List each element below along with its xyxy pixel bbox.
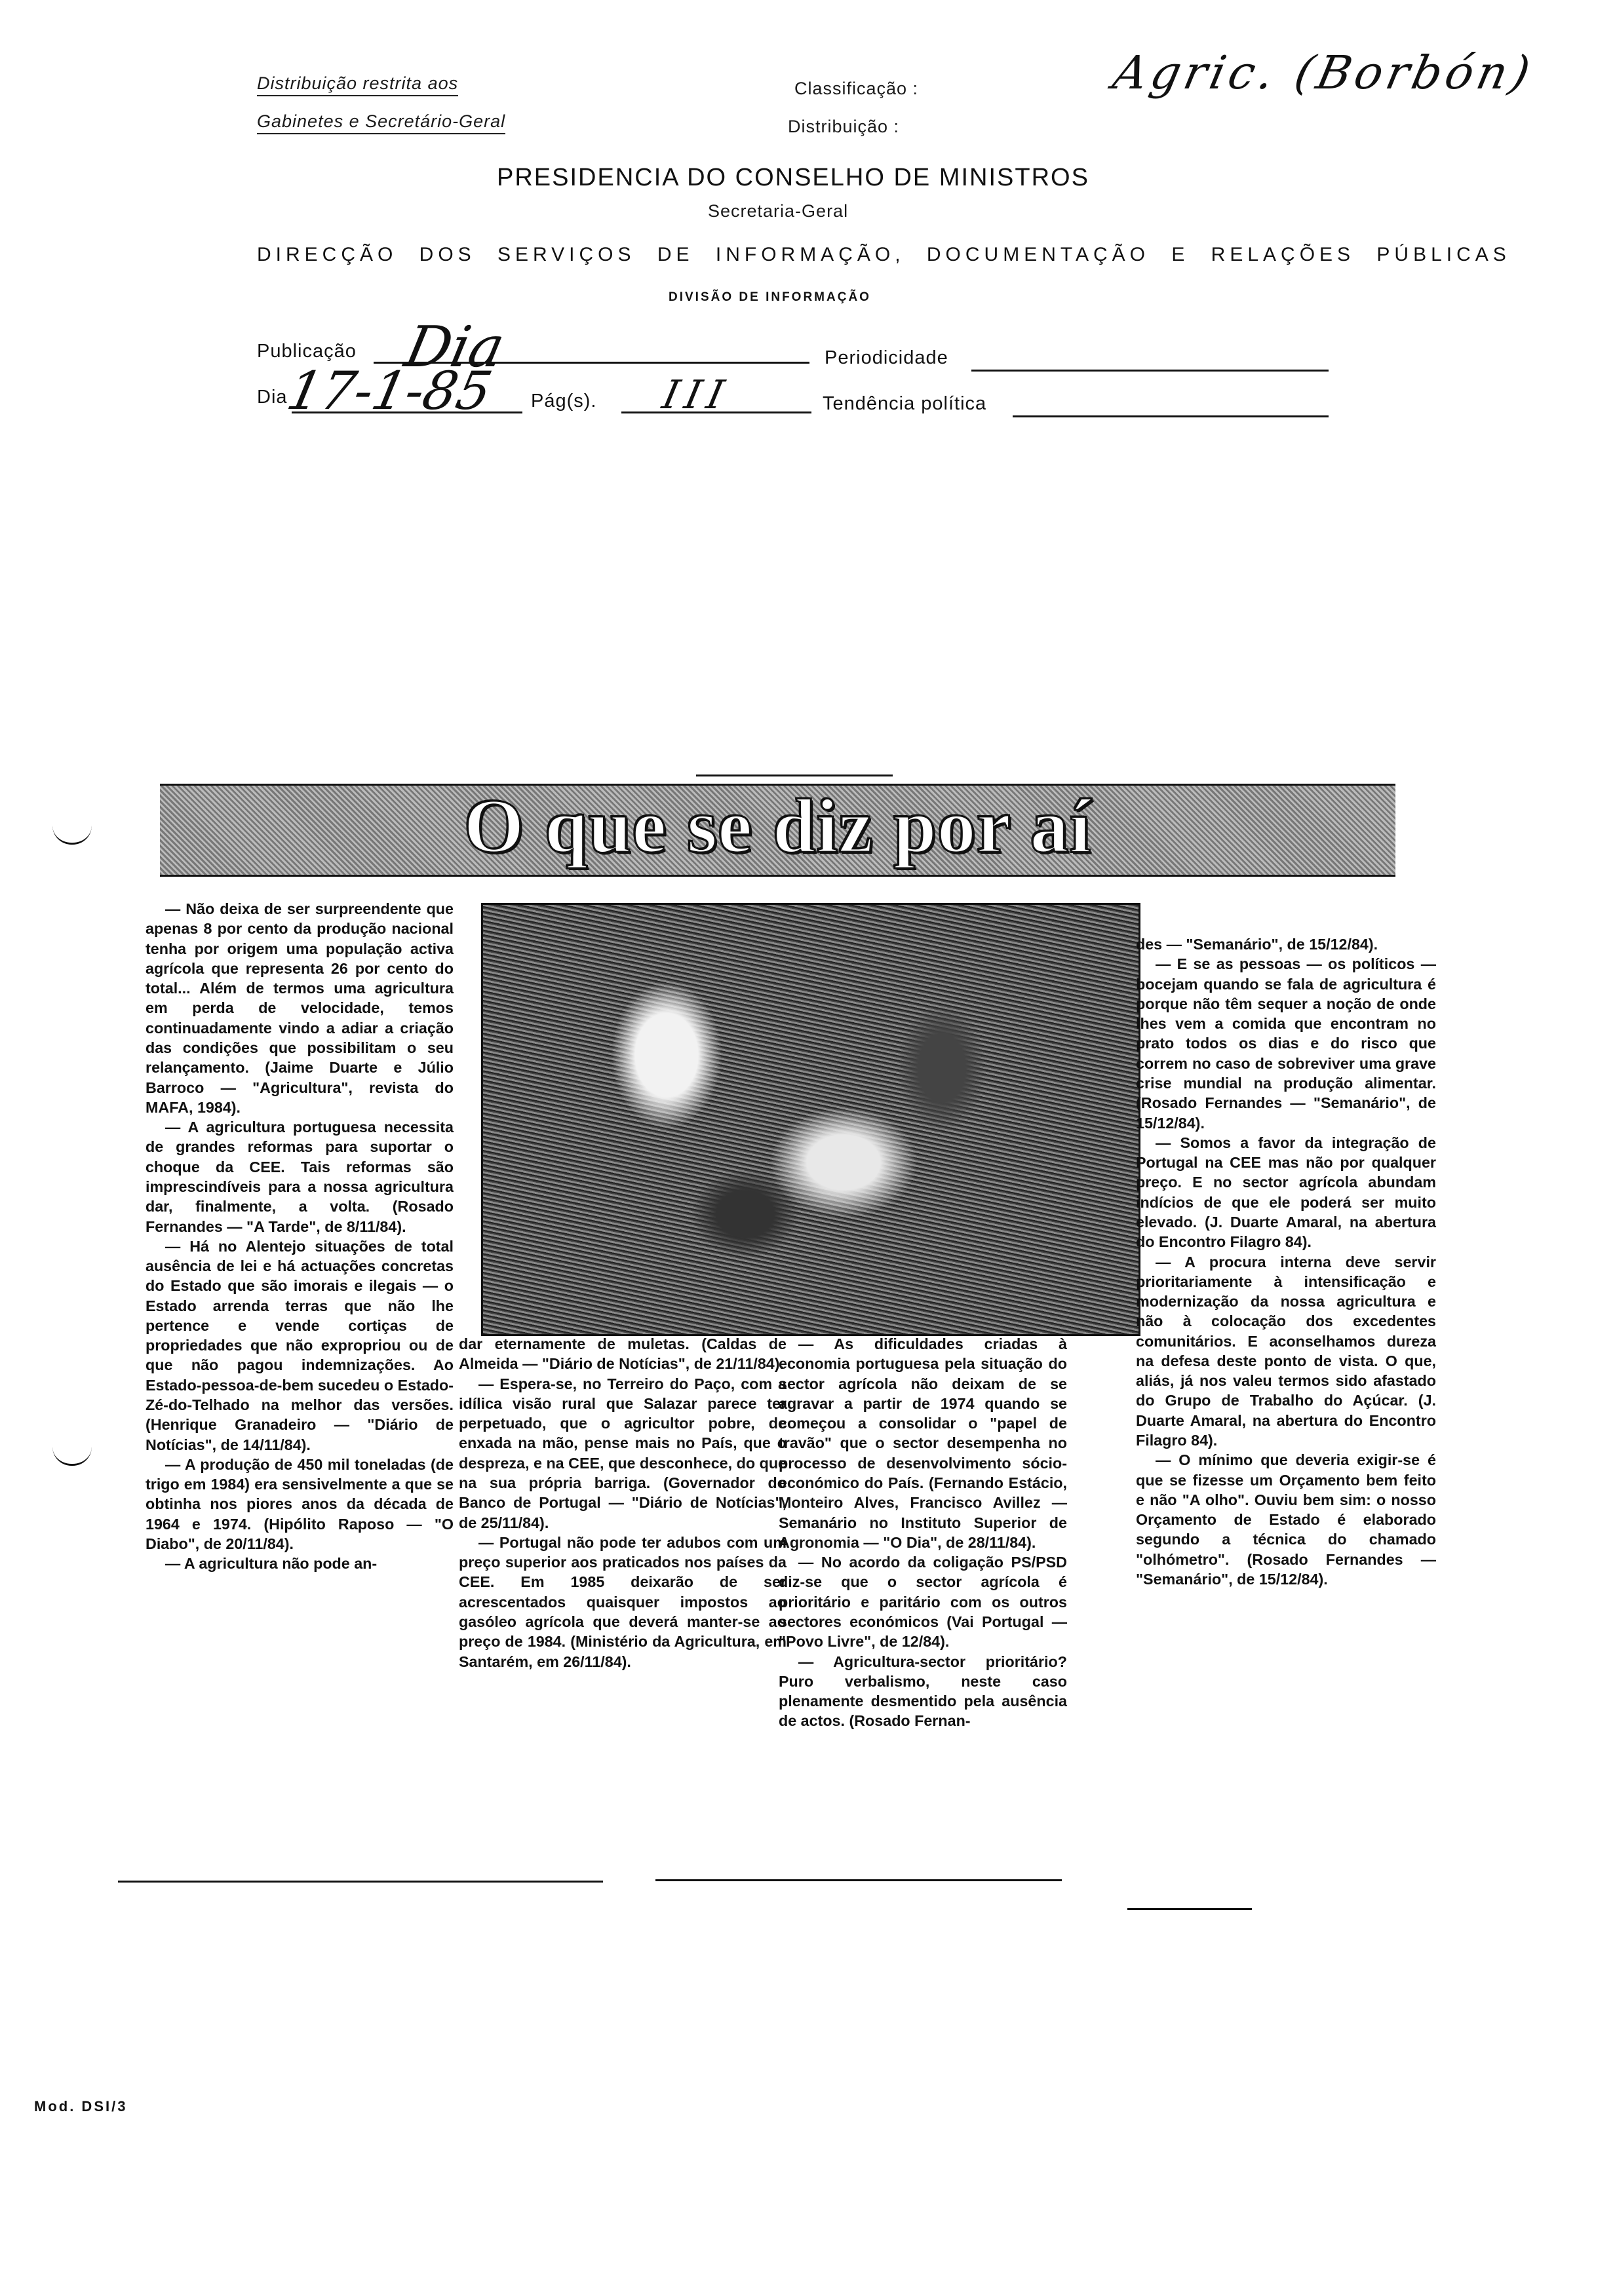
paragraph: — A procura interna deve servir prioritariamente à intensificação e modernização da nossa agricultura e não à colocação dos excedentes comunitários. E aconselhamos dureza na defesa deste ponto de vista. O que, aliás, já nos valeu termos sido afastado do Grupo de Trabalho do Açúcar. (J. Duarte Amaral, na abertura do Encontro Filagro 84). [1136,1253,1436,1449]
article-column-4 [1136,934,1436,1589]
clip-rule-bottom-left [118,1881,603,1883]
article-column-3 [779,1334,1067,1731]
tendency-label: Tendência política [823,393,987,414]
punch-mark-top [52,826,92,845]
pages-label: Pág(s). [531,391,597,411]
paragraph: — A agricultura não pode an- [165,1555,378,1573]
article-column-1 [146,899,454,1574]
paragraph: — As dificuldades criadas à economia portuguesa pela situação do sector agrícola não deixam de se agravar a partir de 1974 quando se começou a consolidar o "papel de travão" que o sector desempenha no processo de desenvolvimento sócio-económico do País. (Fernando Estácio, Monteiro Alves, Francisco Avillez — Semanário no Instituto Superior de Agronomia — "O Dia", de 28/11/84). [779,1335,1067,1551]
day-label: Dia [257,387,288,408]
paragraph: — Portugal não pode ter adubos com um preço superior aos praticados nos países da CEE. Em 1985 deixarão de ser acrescentados quaisquer impostos ao gasóleo agrícola que deverá manter-se ao preço de 1984. (Ministério da Agricultura, em Santarém, em 26/11/84). [459,1533,787,1670]
paragraph: — E se as pessoas — os políticos — bocejam quando se fala de agricultura é porque não têm sequer a noção de onde lhes vem a comida que encontram no prato todos os dias e do risco que correm no caso de sobreviver uma grave crise mundial na produção alimentar. (Rosado Fernandes — "Semanário", de 15/12/84). [1136,955,1436,1132]
clip-rule-bottom-middle [655,1879,1062,1881]
distribution-line-2: Gabinetes e Secretário-Geral [257,111,505,134]
periodicity-line [971,370,1329,372]
day-value: 17-1-85 [282,360,497,421]
paragraph: — A produção de 450 mil toneladas (de trigo em 1984) era sensivelmente a que se obtinha nos piores anos da década de 1964 e 1974. (Hipólito Raposo — "O Diabo", de 20/11/84). [146,1455,454,1552]
division: DIVISÃO DE INFORMAÇÃO [669,290,871,304]
paragraph: — Espera-se, no Terreiro do Paço, com a idílica visão rural que Salazar parece ter perpetuado, que o agricultor pobre, de enxada na mão, pense mais no País, que o despreza, e na CEE, que desconhece, do que na sua própria barriga. (Governador do Banco de Portugal — "Diário de Notícias", de 25/11/84). [459,1375,787,1531]
paragraph: des — "Semanário", de 15/12/84). [1136,936,1378,953]
paragraph: — Agricultura-sector prioritário? Puro verbalismo, neste caso plenamente desmentido pela ausência de actos. (Rosado Fernan- [779,1653,1067,1730]
pages-value: III [658,372,735,418]
paragraph: dar eternamente de muletas. (Caldas de Almeida — "Diário de Notícias", de 21/11/84). [459,1335,787,1373]
paragraph: — O mínimo que deveria exigir-se é que se fizesse um Orçamento bem feito e não "A olho". Ouviu bem sim: o nosso Orçamento de Estado é elaborado segundo a técnica do chamado "olhómetro". (Rosado Fernandes — "Semanário", de 15/12/84). [1136,1451,1436,1588]
article-title: O que se diz por aí [463,783,1092,869]
clip-rule-top [696,775,893,776]
paragraph: — A agricultura portuguesa necessita de grandes reformas para suportar o choque da CEE. Tais reformas são imprescindíveis para a nossa agricultura dar, finalmente, a volta. (Rosado Fernandes — "A Tarde", de 8/11/84). [146,1119,454,1235]
article-banner [160,784,1395,877]
distribution-label: Distribuição : [788,117,900,136]
paragraph: — No acordo da coligação PS/PSD diz-se que o sector agrícola é prioritário e paritário com os outros sectores económicos (Vai Portugal — "Povo Livre", de 12/84). [779,1554,1067,1651]
classification-label: Classificação : [794,79,919,98]
periodicity-label: Periodicidade [825,347,948,368]
article-column-2 [459,1334,787,1672]
paragraph: — Não deixa de ser surpreendente que apenas 8 por cento da produção nacional tenha por origem uma população activa agrícola que representa 26 por cento do total... Além de termos uma agricultura em perda de velocidade, temos continuadamente vindo a adiar a criação das condições que possibilitam o seu relançamento. (Jaime Duarte e Júlio Barroco — "Agricultura", revista do MAFA, 1984). [146,900,454,1116]
paragraph: — Há no Alentejo situações de total ausência de lei e há actuações concretas do Estado que são imorais e ilegais — o Estado arrenda terras que não lhe pertence e vende cortiças de propriedades que não expropriou ou de que não pagou indemnizações. Ao Estado-pessoa-de-bem sucedeu o Estado-Zé-do-Telhado na melhor das versões. (Henrique Granadeiro — "Diário de Notícias", de 14/11/84). [146,1237,454,1453]
clip-rule-bottom-right [1127,1908,1252,1910]
distribution-line-1: Distribuição restrita aos [257,73,458,96]
directorate: DIRECÇÃO DOS SERVIÇOS DE INFORMAÇÃO, DOCUMENTAÇÃO E RELAÇÕES PÚBLICAS [257,244,1511,265]
publication-value: Dia [399,315,511,380]
paragraph: — Somos a favor da integração de Portugal na CEE mas não por qualquer preço. E no sector agrícola abundam indícios de que ele poderá ser muito elevado. (J. Duarte Amaral, na abertura do Encontro Filagro 84). [1136,1134,1436,1251]
punch-mark-bottom [52,1447,92,1466]
handwritten-note: Agric. (Borbón) [1108,46,1539,100]
tendency-line [1013,415,1329,417]
ministry-title: PRESIDENCIA DO CONSELHO DE MINISTROS [497,164,1089,191]
publication-label: Publicação [257,341,357,362]
article-photo [481,903,1140,1336]
secretariat: Secretaria-Geral [708,201,849,221]
form-code: Mod. DSI/3 [34,2098,128,2114]
